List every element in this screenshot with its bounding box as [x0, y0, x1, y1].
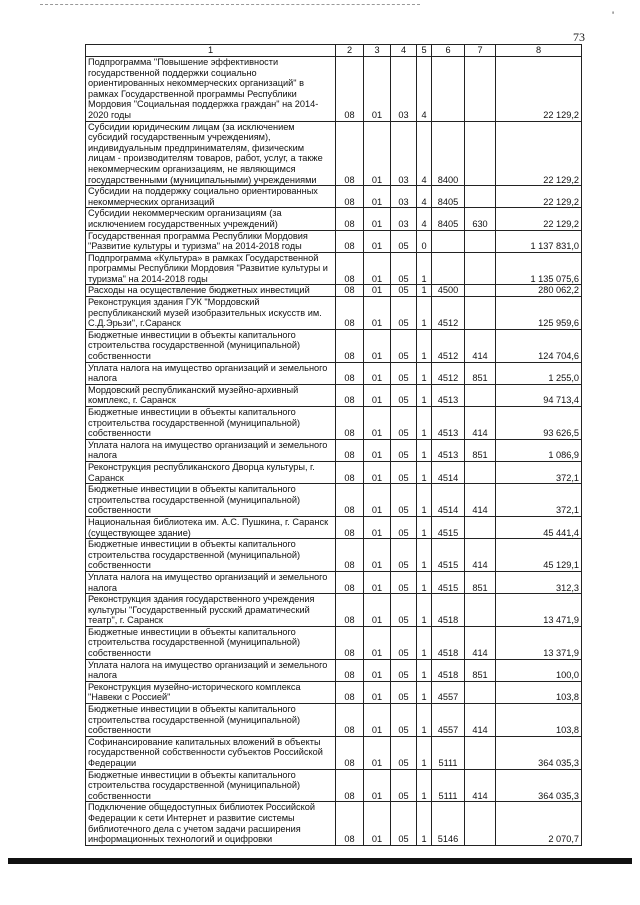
row-code-cell: 01	[364, 252, 391, 285]
row-code-cell: 4	[417, 57, 432, 122]
row-amount-cell: 45 441,4	[496, 516, 582, 538]
row-code-cell: 8400	[432, 121, 465, 186]
row-code-cell: 1	[417, 571, 432, 593]
row-code-cell: 01	[364, 539, 391, 572]
row-code-cell: 05	[391, 252, 417, 285]
table-row	[86, 384, 582, 406]
row-amount-cell: 125 959,6	[496, 297, 582, 330]
row-amount-cell: 1 137 831,0	[496, 230, 582, 252]
table-row	[86, 439, 582, 461]
row-code-cell: 4557	[432, 704, 465, 737]
row-code-cell	[465, 121, 496, 186]
row-code-cell: 1	[417, 252, 432, 285]
row-code-cell: 05	[391, 285, 417, 297]
row-code-cell: 08	[336, 516, 364, 538]
row-code-cell: 08	[336, 802, 364, 845]
row-code-cell: 08	[336, 329, 364, 362]
row-code-cell: 4512	[432, 329, 465, 362]
row-code-cell: 05	[391, 571, 417, 593]
row-code-cell: 01	[364, 659, 391, 681]
row-code-cell: 4513	[432, 407, 465, 440]
row-code-cell: 1	[417, 384, 432, 406]
row-code-cell: 1	[417, 736, 432, 769]
row-code-cell: 1	[417, 594, 432, 627]
table-row	[86, 362, 582, 384]
row-code-cell: 01	[364, 297, 391, 330]
row-code-cell: 0	[417, 230, 432, 252]
row-code-cell	[465, 681, 496, 703]
row-code-cell: 03	[391, 121, 417, 186]
row-code-cell: 08	[336, 439, 364, 461]
row-amount-cell: 124 704,6	[496, 329, 582, 362]
row-code-cell: 05	[391, 539, 417, 572]
row-code-cell: 01	[364, 461, 391, 483]
row-code-cell: 08	[336, 626, 364, 659]
row-code-cell: 8405	[432, 208, 465, 230]
row-code-cell	[465, 461, 496, 483]
row-code-cell: 01	[364, 769, 391, 802]
table-row	[86, 297, 582, 330]
row-code-cell: 1	[417, 329, 432, 362]
row-name-cell: Реконструкция здания ГУК "Мордовский республиканский музей изобразительных искусств им. С.Д.Эрьзи", г.Саранск	[86, 297, 336, 330]
header-cell: 8	[496, 45, 582, 57]
row-name-cell: Уплата налога на имущество организаций и земельного налога	[86, 362, 336, 384]
table-row	[86, 681, 582, 703]
table-row	[86, 769, 582, 802]
table-row	[86, 329, 582, 362]
row-amount-cell: 22 129,2	[496, 186, 582, 208]
row-code-cell	[432, 252, 465, 285]
row-code-cell: 01	[364, 594, 391, 627]
row-amount-cell: 1 135 075,6	[496, 252, 582, 285]
row-code-cell: 08	[336, 769, 364, 802]
row-code-cell: 851	[465, 362, 496, 384]
row-name-cell: Софинансирование капитальных вложений в объекты государственной собственности субъектов Российской Федерации	[86, 736, 336, 769]
row-code-cell: 01	[364, 384, 391, 406]
row-code-cell: 08	[336, 571, 364, 593]
table-row	[86, 121, 582, 186]
row-code-cell	[465, 384, 496, 406]
row-code-cell: 01	[364, 802, 391, 845]
row-code-cell	[465, 594, 496, 627]
row-amount-cell: 103,8	[496, 681, 582, 703]
row-amount-cell: 103,8	[496, 704, 582, 737]
row-name-cell: Государственная программа Республики Мордовия "Развитие культуры и туризма" на 2014-2018 годы	[86, 230, 336, 252]
row-code-cell: 05	[391, 704, 417, 737]
row-code-cell: 5111	[432, 769, 465, 802]
row-code-cell: 630	[465, 208, 496, 230]
row-code-cell: 05	[391, 594, 417, 627]
row-code-cell: 4	[417, 208, 432, 230]
row-code-cell: 08	[336, 121, 364, 186]
row-code-cell: 01	[364, 626, 391, 659]
row-code-cell: 4	[417, 186, 432, 208]
row-code-cell: 08	[336, 297, 364, 330]
row-code-cell: 08	[336, 362, 364, 384]
row-code-cell: 01	[364, 681, 391, 703]
row-code-cell: 414	[465, 769, 496, 802]
row-name-cell: Субсидии на поддержку социально ориентированных некоммерческих организаций	[86, 186, 336, 208]
row-name-cell: Бюджетные инвестиции в объекты капитального строительства государственной (муниципальной) собственности	[86, 407, 336, 440]
row-amount-cell: 312,3	[496, 571, 582, 593]
row-code-cell: 08	[336, 407, 364, 440]
table-row	[86, 407, 582, 440]
row-code-cell: 01	[364, 121, 391, 186]
row-name-cell: Реконструкция музейно-исторического комплекса "Навеки с Россией"	[86, 681, 336, 703]
row-code-cell: 1	[417, 484, 432, 517]
row-amount-cell: 1 086,9	[496, 439, 582, 461]
row-code-cell: 01	[364, 571, 391, 593]
table-row	[86, 484, 582, 517]
row-code-cell	[465, 285, 496, 297]
row-code-cell: 5111	[432, 736, 465, 769]
table-row	[86, 659, 582, 681]
row-code-cell: 1	[417, 297, 432, 330]
row-code-cell: 5146	[432, 802, 465, 845]
row-code-cell: 4512	[432, 362, 465, 384]
row-code-cell: 05	[391, 461, 417, 483]
row-code-cell: 414	[465, 407, 496, 440]
row-code-cell: 4515	[432, 571, 465, 593]
scan-artifact-line	[40, 4, 420, 6]
row-amount-cell: 22 129,2	[496, 121, 582, 186]
row-amount-cell: 280 062,2	[496, 285, 582, 297]
row-name-cell: Подпрограмма "Повышение эффективности государственной поддержки социально ориентированных некоммерческих организаций" в рамках Государственной программы Республики Мордовия "Социальная поддержка граждан" на 2014-2020 годы	[86, 57, 336, 122]
row-code-cell: 4500	[432, 285, 465, 297]
row-code-cell: 4515	[432, 539, 465, 572]
row-code-cell: 1	[417, 539, 432, 572]
row-code-cell: 1	[417, 439, 432, 461]
row-code-cell: 05	[391, 802, 417, 845]
row-name-cell: Бюджетные инвестиции в объекты капитального строительства государственной (муниципальной) собственности	[86, 769, 336, 802]
page-number: 73	[573, 30, 585, 44]
row-code-cell: 4513	[432, 384, 465, 406]
row-code-cell: 4	[417, 121, 432, 186]
row-code-cell: 01	[364, 285, 391, 297]
row-code-cell	[465, 57, 496, 122]
row-code-cell: 08	[336, 252, 364, 285]
row-code-cell: 4514	[432, 461, 465, 483]
row-code-cell: 1	[417, 802, 432, 845]
row-code-cell: 1	[417, 516, 432, 538]
row-code-cell: 03	[391, 208, 417, 230]
row-name-cell: Уплата налога на имущество организаций и земельного налога	[86, 659, 336, 681]
row-code-cell: 8405	[432, 186, 465, 208]
row-code-cell: 05	[391, 362, 417, 384]
row-code-cell: 1	[417, 659, 432, 681]
row-code-cell: 01	[364, 186, 391, 208]
row-code-cell	[465, 252, 496, 285]
row-name-cell: Расходы на осуществление бюджетных инвестиций	[86, 285, 336, 297]
row-code-cell: 05	[391, 484, 417, 517]
row-code-cell: 08	[336, 594, 364, 627]
row-name-cell: Субсидии некоммерческим организациям (за исключением государственных учреждений)	[86, 208, 336, 230]
row-code-cell: 05	[391, 516, 417, 538]
row-code-cell: 01	[364, 230, 391, 252]
row-amount-cell: 93 626,5	[496, 407, 582, 440]
row-amount-cell: 100,0	[496, 659, 582, 681]
row-code-cell: 05	[391, 297, 417, 330]
row-code-cell: 1	[417, 407, 432, 440]
row-name-cell: Мордовский республиканский музейно-архивный комплекс, г. Саранск	[86, 384, 336, 406]
header-cell: 3	[364, 45, 391, 57]
row-code-cell: 08	[336, 704, 364, 737]
row-amount-cell: 22 129,2	[496, 208, 582, 230]
row-amount-cell: 364 035,3	[496, 736, 582, 769]
table-row	[86, 516, 582, 538]
header-cell: 2	[336, 45, 364, 57]
row-code-cell: 4512	[432, 297, 465, 330]
row-amount-cell: 372,1	[496, 461, 582, 483]
row-code-cell: 08	[336, 461, 364, 483]
row-name-cell: Бюджетные инвестиции в объекты капитального строительства государственной (муниципальной) собственности	[86, 484, 336, 517]
row-amount-cell: 13 371,9	[496, 626, 582, 659]
table-row	[86, 57, 582, 122]
row-code-cell: 1	[417, 362, 432, 384]
row-code-cell: 1	[417, 626, 432, 659]
row-name-cell: Реконструкция республиканского Дворца культуры, г. Саранск	[86, 461, 336, 483]
table-row	[86, 252, 582, 285]
row-code-cell	[432, 230, 465, 252]
row-code-cell: 1	[417, 285, 432, 297]
table-row	[86, 594, 582, 627]
row-code-cell: 08	[336, 285, 364, 297]
header-cell: 7	[465, 45, 496, 57]
row-code-cell	[465, 297, 496, 330]
row-code-cell: 414	[465, 329, 496, 362]
table-row	[86, 186, 582, 208]
row-name-cell: Национальная библиотека им. А.С. Пушкина, г. Саранск (существующее здание)	[86, 516, 336, 538]
row-code-cell: 08	[336, 384, 364, 406]
budget-table	[85, 44, 582, 846]
table-row	[86, 571, 582, 593]
row-code-cell: 05	[391, 329, 417, 362]
row-code-cell: 08	[336, 539, 364, 572]
row-code-cell	[465, 802, 496, 845]
row-code-cell: 08	[336, 186, 364, 208]
row-code-cell	[465, 186, 496, 208]
header-cell: 6	[432, 45, 465, 57]
header-row	[86, 45, 582, 57]
row-code-cell: 01	[364, 484, 391, 517]
row-code-cell: 03	[391, 57, 417, 122]
row-code-cell: 08	[336, 57, 364, 122]
table-row	[86, 230, 582, 252]
row-code-cell: 851	[465, 439, 496, 461]
row-code-cell: 08	[336, 208, 364, 230]
row-code-cell: 01	[364, 736, 391, 769]
row-code-cell: 05	[391, 384, 417, 406]
row-code-cell: 05	[391, 230, 417, 252]
header-cell: 1	[86, 45, 336, 57]
row-code-cell: 1	[417, 461, 432, 483]
row-name-cell: Бюджетные инвестиции в объекты капитального строительства государственной (муниципальной) собственности	[86, 626, 336, 659]
row-code-cell: 01	[364, 704, 391, 737]
row-code-cell: 4557	[432, 681, 465, 703]
row-code-cell: 414	[465, 539, 496, 572]
row-code-cell: 08	[336, 484, 364, 517]
row-name-cell: Субсидии юридическим лицам (за исключением субсидий государственным учреждениям), индивидуальным предпринимателям, физическим лицам - производителям товаров, работ, услуг, а также некоммерческим организациям, не являющимся государственными (муниципальными) учреждениями	[86, 121, 336, 186]
row-code-cell: 08	[336, 659, 364, 681]
row-name-cell: Реконструкция здания государственного учреждения культуры "Государственный русский драматический театр", г. Саранск	[86, 594, 336, 627]
row-code-cell: 1	[417, 769, 432, 802]
header-cell: 5	[417, 45, 432, 57]
row-code-cell: 05	[391, 407, 417, 440]
row-code-cell: 4518	[432, 594, 465, 627]
row-code-cell: 03	[391, 186, 417, 208]
row-code-cell: 01	[364, 362, 391, 384]
table-row	[86, 539, 582, 572]
row-code-cell: 4515	[432, 516, 465, 538]
row-code-cell: 05	[391, 769, 417, 802]
row-code-cell: 414	[465, 704, 496, 737]
table-body	[86, 57, 582, 846]
row-code-cell: 4518	[432, 626, 465, 659]
row-code-cell	[465, 230, 496, 252]
row-code-cell: 01	[364, 407, 391, 440]
row-code-cell: 05	[391, 681, 417, 703]
row-code-cell: 4514	[432, 484, 465, 517]
margin-mark: '	[612, 10, 615, 22]
table-row	[86, 736, 582, 769]
row-code-cell	[465, 736, 496, 769]
table-row	[86, 626, 582, 659]
table-row	[86, 802, 582, 845]
row-code-cell: 05	[391, 626, 417, 659]
table-row	[86, 208, 582, 230]
row-amount-cell: 94 713,4	[496, 384, 582, 406]
table-row	[86, 285, 582, 297]
row-name-cell: Бюджетные инвестиции в объекты капитального строительства государственной (муниципальной) собственности	[86, 539, 336, 572]
row-code-cell: 851	[465, 659, 496, 681]
scan-bottom-bar	[8, 858, 632, 864]
row-code-cell: 05	[391, 659, 417, 681]
row-code-cell: 414	[465, 484, 496, 517]
row-code-cell: 4518	[432, 659, 465, 681]
row-code-cell: 01	[364, 516, 391, 538]
row-code-cell: 08	[336, 681, 364, 703]
row-code-cell	[432, 57, 465, 122]
row-name-cell: Бюджетные инвестиции в объекты капитального строительства государственной (муниципальной) собственности	[86, 704, 336, 737]
row-code-cell	[465, 516, 496, 538]
row-code-cell: 01	[364, 329, 391, 362]
row-code-cell: 851	[465, 571, 496, 593]
row-code-cell: 05	[391, 439, 417, 461]
table-row	[86, 461, 582, 483]
row-name-cell: Бюджетные инвестиции в объекты капитального строительства государственной (муниципальной) собственности	[86, 329, 336, 362]
row-amount-cell: 22 129,2	[496, 57, 582, 122]
row-code-cell: 1	[417, 704, 432, 737]
row-code-cell: 01	[364, 439, 391, 461]
header-cell: 4	[391, 45, 417, 57]
row-code-cell: 01	[364, 208, 391, 230]
row-amount-cell: 372,1	[496, 484, 582, 517]
row-amount-cell: 13 471,9	[496, 594, 582, 627]
row-amount-cell: 364 035,3	[496, 769, 582, 802]
row-amount-cell: 45 129,1	[496, 539, 582, 572]
row-code-cell: 08	[336, 230, 364, 252]
row-code-cell: 05	[391, 736, 417, 769]
row-name-cell: Подпрограмма «Культура» в рамках Государственной программы Республики Мордовия "Развитие культуры и туризма" на 2014-2018 годы	[86, 252, 336, 285]
row-name-cell: Уплата налога на имущество организаций и земельного налога	[86, 571, 336, 593]
row-code-cell: 01	[364, 57, 391, 122]
table-row	[86, 704, 582, 737]
row-code-cell: 414	[465, 626, 496, 659]
row-name-cell: Уплата налога на имущество организаций и земельного налога	[86, 439, 336, 461]
row-amount-cell: 1 255,0	[496, 362, 582, 384]
row-code-cell: 08	[336, 736, 364, 769]
row-code-cell: 4513	[432, 439, 465, 461]
row-amount-cell: 2 070,7	[496, 802, 582, 845]
row-name-cell: Подключение общедоступных библиотек Российской Федерации к сети Интернет и развитие системы библиотечного дела с учетом задачи расширения информационных технологий и оцифровки	[86, 802, 336, 845]
row-code-cell: 1	[417, 681, 432, 703]
